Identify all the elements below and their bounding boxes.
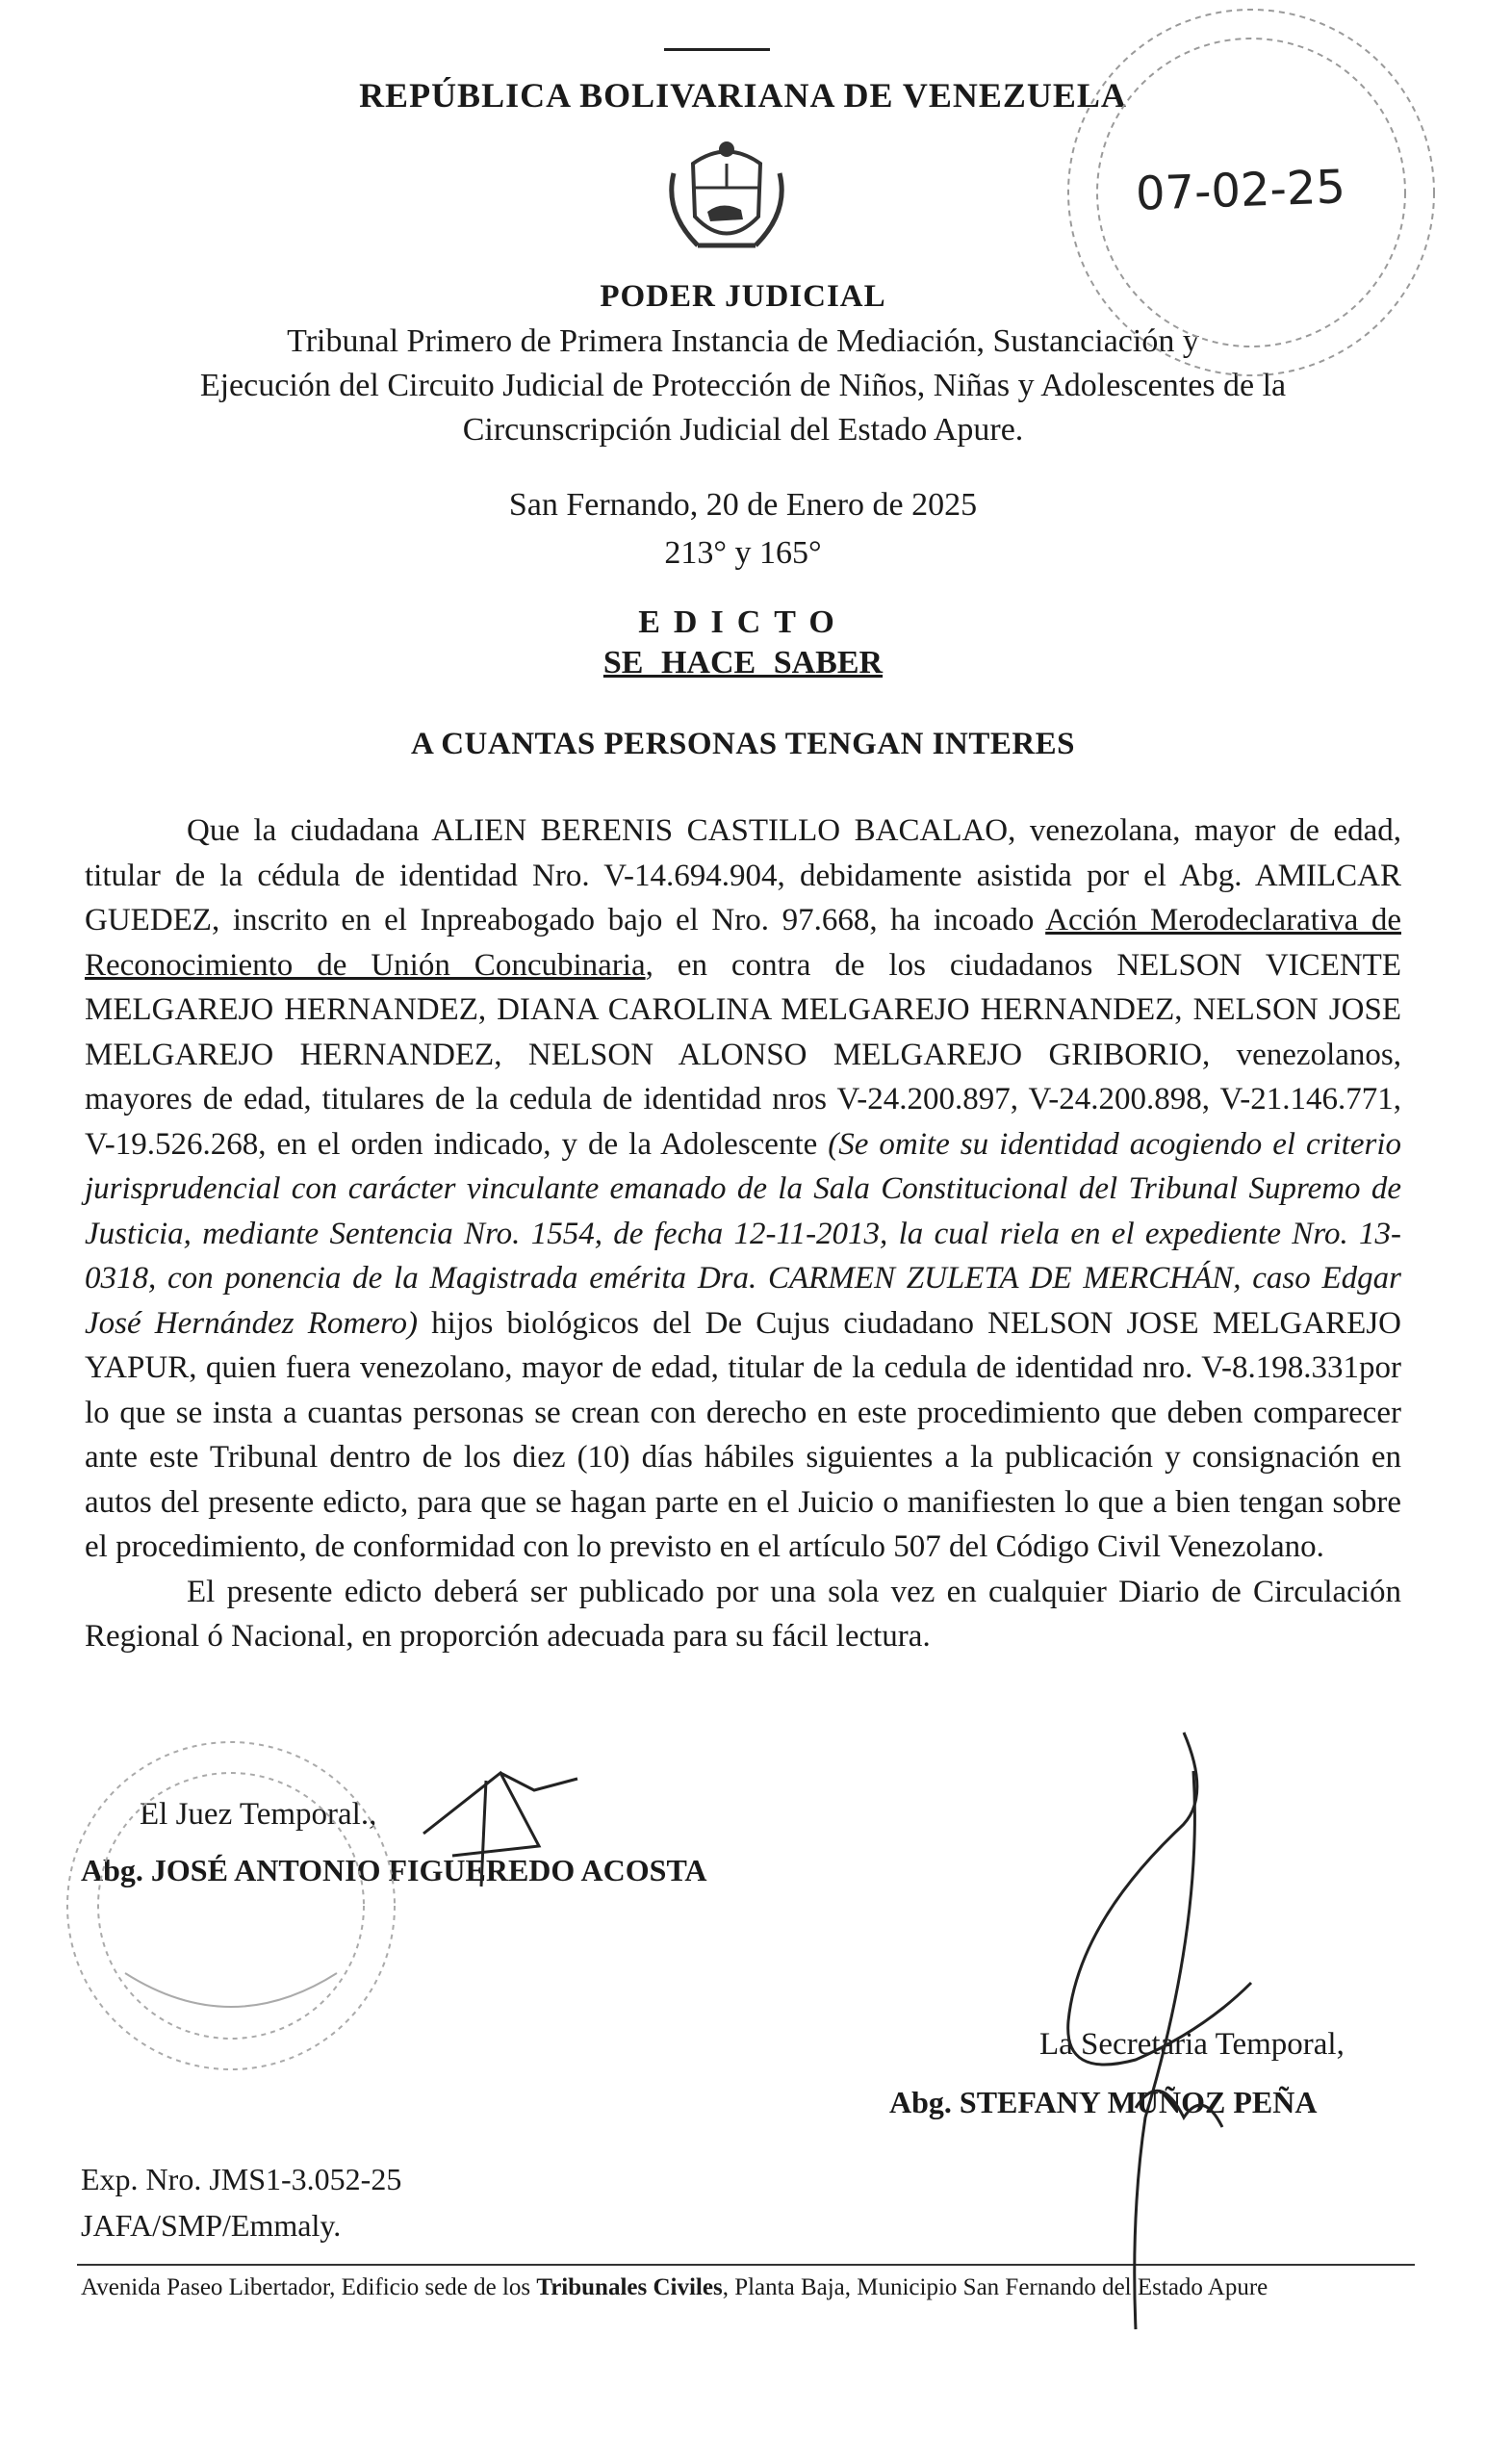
court-seal-icon xyxy=(67,1742,395,2069)
secretary-name: Abg. STEFANY MUÑOZ PEÑA xyxy=(889,2085,1318,2119)
secretary-title: La Secretaria Temporal, xyxy=(1039,2027,1345,2062)
republic-heading: REPÚBLICA BOLIVARIANA DE VENEZUELA xyxy=(359,76,1127,115)
action-type-underlined: Acción Merodeclarativa de Reconocimiento de Unión Concubinaria xyxy=(85,903,1401,983)
court-name-line: Ejecución del Circuito Judicial de Protección de Niños, Niñas y Adolescentes de la xyxy=(199,368,1287,403)
jurisprudence-italic: (Se omite su identidad acogiendo el criterio jurisprudencial con carácter vinculante emanado de la Sala Constitucional del Tribunal Supremo de Justicia, mediante Sentencia Nro. 1554, de fecha 12-11-2013, la cual riela en el expediente Nro. 13-0318, con ponencia de la Magistrada emérita Dra. CARMEN ZULETA DE MERCHÁN, caso Edgar José Hernández Romero) xyxy=(85,1126,1401,1341)
judicial-power-heading: PODER JUDICIAL xyxy=(600,279,886,314)
addressee-heading: A CUANTAS PERSONAS TENGAN INTERES xyxy=(410,727,1076,761)
initials-line: JAFA/SMP/Emmaly. xyxy=(81,2208,342,2243)
body-text-segment: hijos biológicos del De Cujus ciudadano NELSON JOSE MELGAREJO YAPUR, quien fuera venezolano, mayor de edad, titular de la cedula de identidad nro. V-8.198.331por lo que se insta a cuantas personas se crean con derecho en este procedimiento que deben comparecer ante este Tribunal dentro de los diez (10) días hábiles siguientes a la publicación y consignación en autos del presente edicto, para que se hagan parte en el Juicio o manifiesten lo que a bien tengan sobre el procedimiento, de conformidad con lo previsto en el artículo 507 del Código Civil Venezolano. xyxy=(85,1305,1401,1564)
judge-signature-icon xyxy=(423,1773,577,1886)
judge-name: Abg. JOSÉ ANTONIO FIGUEREDO ACOSTA xyxy=(81,1853,707,1887)
judge-title: El Juez Temporal., xyxy=(140,1797,377,1832)
era-line: 213° y 165° xyxy=(664,535,822,571)
received-stamp-icon xyxy=(1068,10,1434,375)
secretary-signature-icon xyxy=(1068,1732,1251,2329)
footer-text: , Planta Baja, Municipio San Fernando del Estado Apure xyxy=(722,2274,1268,2300)
body-text-segment: Que la ciudadana ALIEN BERENIS CASTILLO BACALAO, venezolana, mayor de edad, titular de la cédula de identidad Nro. V-14.694.904, debidamente asistida por el Abg. AMILCAR GUEDEZ, inscrito en el Inpreabogado bajo el Nro. 97.668, ha incoado xyxy=(85,813,1401,937)
edict-title: EDICTO xyxy=(638,604,848,640)
publication-paragraph: El presente edicto deberá ser publicado por una sola vez en cualquier Diario de Circulación Regional ó Nacional, en proporción adecuada para su fácil lectura. xyxy=(85,1574,1401,1654)
body-text-segment: , en contra de los ciudadanos NELSON VICENTE MELGAREJO HERNANDEZ, DIANA CAROLINA MELGAREJO HERNANDEZ, NELSON JOSE MELGAREJO HERNANDEZ, NELSON ALONSO MELGAREJO GRIBORIO, venezolanos, mayores de edad, titulares de la cedula de identidad nros V-24.200.897, V-24.200.898, V-21.146.771, V-19.526.268, en el orden indicado, y de la Adolescente xyxy=(85,947,1401,1162)
court-name-line: Tribunal Primero de Primera Instancia de Mediación, Sustanciación y xyxy=(287,323,1199,359)
notice-subtitle: SE HACE SABER xyxy=(602,645,884,680)
handwritten-date-stamp: 07-02-25 xyxy=(1135,160,1346,221)
footer-bold-text: Tribunales Civiles xyxy=(536,2274,723,2300)
footer-text: Avenida Paseo Libertador, Edificio sede de los xyxy=(81,2274,537,2300)
date-line: San Fernando, 20 de Enero de 2025 xyxy=(508,487,978,523)
file-number: Exp. Nro. JMS1-3.052-25 xyxy=(81,2162,402,2196)
court-name-line: Circunscripción Judicial del Estado Apure. xyxy=(462,412,1024,448)
